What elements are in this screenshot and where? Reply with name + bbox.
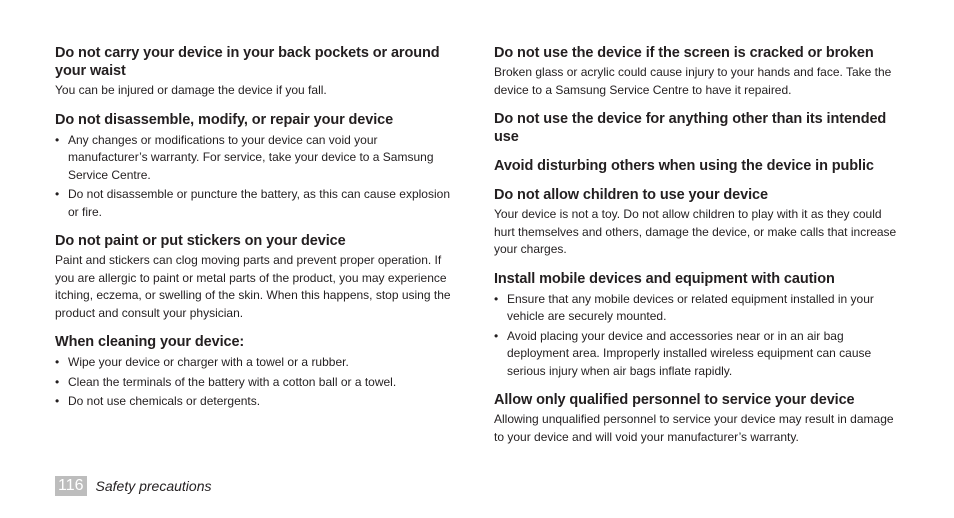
page-number: 116 [55,476,87,496]
section-heading: Do not carry your device in your back pockets or around your waist [55,45,440,79]
page-footer [55,476,211,496]
bullet-list [494,291,904,381]
section-heading: Allow only qualified personnel to service your device [494,392,855,408]
bullet-icon: • [55,374,60,389]
bullet-icon: • [55,187,60,201]
section-heading: Install mobile devices and equipment with caution [494,270,835,287]
section-text: Paint and stickers can clog moving parts and prevent proper operation. If you are allergic to paint or metal parts of the product, you may experience itching, eczema, or swelling of the skin. When this happens, stop using the product and consult your physician. [55,253,451,320]
list-item [494,328,904,381]
section-heading: Do not paint or put stickers on your device [55,233,346,249]
bullet-icon: • [55,355,60,369]
list-item-text: Wipe your device or charger with a towel or a rubber. [68,355,349,369]
section-heading: When cleaning your device: [55,334,245,350]
bullet-icon: • [494,291,499,306]
section-intended-use [494,110,904,146]
section-heading: Do not use the device for anything other than its intended use [494,111,887,145]
section-text: Allowing unqualified personnel to service your device may result in damage to your device and will void your manufacturer’s warranty. [494,412,894,444]
list-item-text: Any changes or modifications to your device can void your manufacturer’s warranty. For service, take your device to a Samsung Service Centre. [68,132,434,182]
bullet-list [55,132,455,222]
section-cracked-screen [494,44,904,99]
section-disturbing-others [494,157,904,175]
section-heading: Do not disassemble, modify, or repair your device [55,111,394,128]
list-item [55,132,455,185]
section-text: You can be injured or damage the device if you fall. [55,83,327,97]
list-item-text: Do not use chemicals or detergents. [68,394,261,408]
list-item [494,291,904,326]
section-back-pockets [55,44,455,100]
list-item-text: Ensure that any mobile devices or related equipment installed in your vehicle are securely mounted. [507,291,874,323]
section-paint-stickers [55,232,455,322]
bullet-list [55,354,455,411]
list-item-text: Avoid placing your device and accessories near or in an air bag deployment area. Improperly installed wireless equipment can cause serious injury when air bags inflate rapidly. [507,328,872,378]
bullet-icon: • [55,394,60,408]
section-heading: Avoid disturbing others when using the device in public [494,158,874,174]
list-item [55,354,455,372]
bullet-icon: • [494,328,499,343]
list-item-text: Clean the terminals of the battery with a cotton ball or a towel. [68,374,397,389]
bullet-icon: • [55,132,60,147]
list-item [55,374,455,392]
section-text: Your device is not a toy. Do not allow children to play with it as they could hurt themselves and others, damage the device, or make calls that increase your charges. [494,207,897,256]
right-column [494,44,904,457]
section-cleaning [55,333,455,411]
section-disassemble [55,111,455,222]
section-install-caution [494,270,904,381]
section-heading: Do not use the device if the screen is cracked or broken [494,45,874,61]
section-children [494,186,904,259]
list-item [55,186,455,221]
list-item-text: Do not disassemble or puncture the battery, as this can cause explosion or fire. [68,187,450,219]
footer-section-title: Safety precautions [95,478,212,494]
section-qualified-personnel [494,391,904,446]
section-text: Broken glass or acrylic could cause injury to your hands and face. Take the device to a Samsung Service Centre to have it repaired. [494,65,892,97]
left-column [55,44,455,422]
list-item [55,393,455,411]
section-heading: Do not allow children to use your device [494,187,768,203]
